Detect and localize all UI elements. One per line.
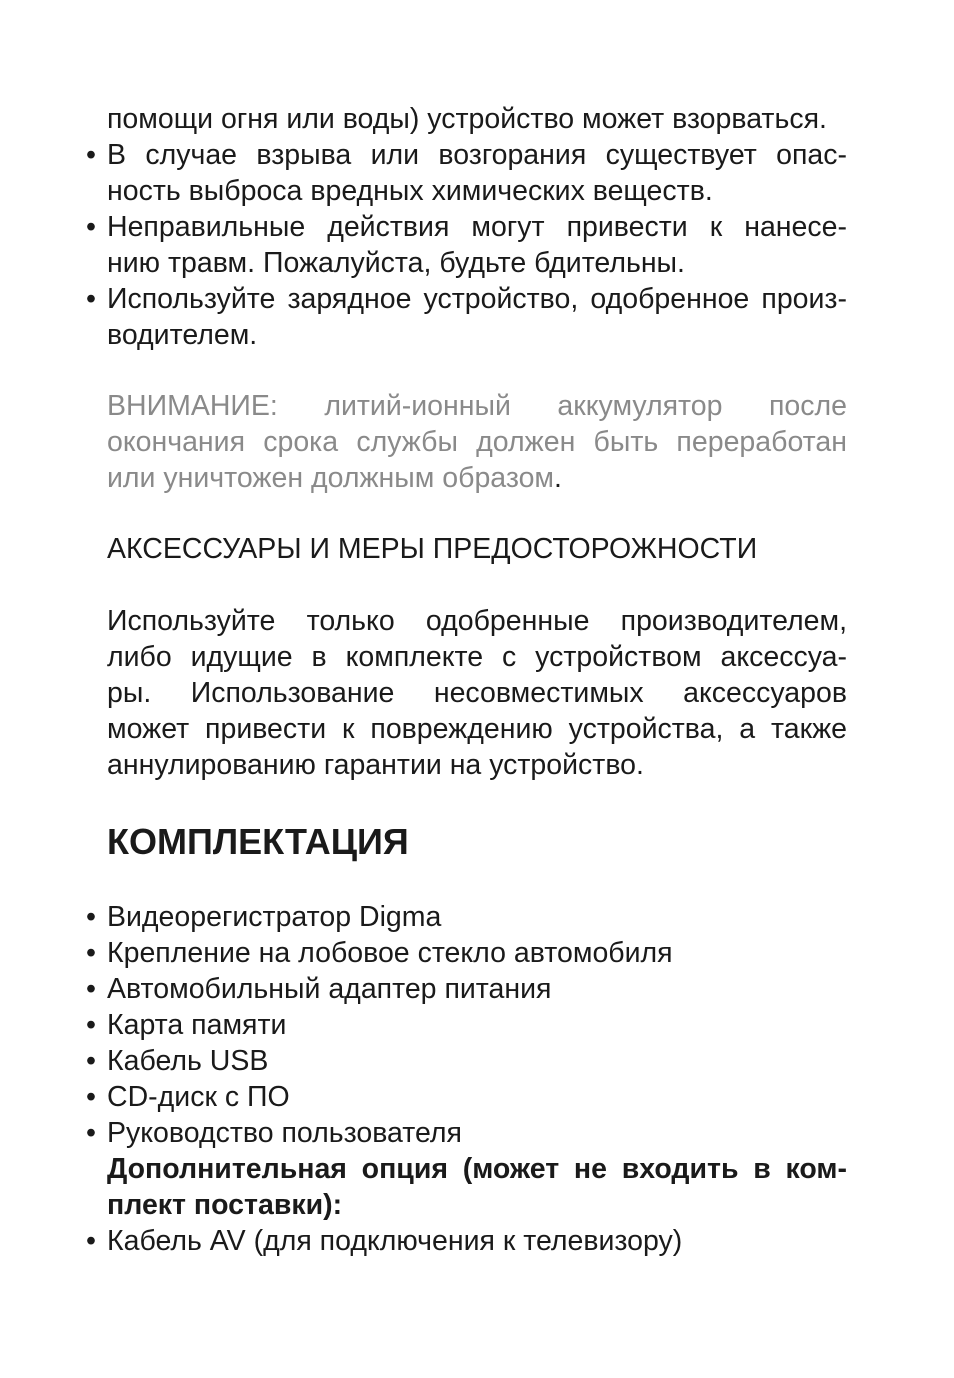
warning-line-3 [107,460,847,496]
accessories-title: АКСЕССУАРЫ И МЕРЫ ПРЕДОСТОРОЖНОСТИ [107,533,758,565]
bullet-icon: • [86,1225,96,1257]
package-item-6: CD-диск с ПО [107,1081,290,1113]
safety-item-3-line-1: Используйте зарядное устройство, одобренное произ- [107,283,847,315]
safety-item-2-line-2: нию травм. Пожалуйста, будьте бдительны. [107,247,685,279]
bullet-icon: • [86,1117,96,1149]
bullet-icon: • [86,1081,96,1113]
bullet-icon: • [86,901,96,933]
package-title: КОМПЛЕКТАЦИЯ [107,821,409,862]
warning-line-3-text: или уничтожен должным образом [107,462,555,494]
bullet-icon: • [86,283,96,315]
safety-line-0: помощи огня или воды) устройство может взорваться. [107,103,827,135]
package-item-2: Крепление на лобовое стекло автомобиля [107,937,673,969]
package-item-3: Автомобильный адаптер питания [107,973,552,1005]
warning-period: . [554,462,562,494]
accessories-line-2: либо идущие в комплекте с устройством аксессуа- [107,641,847,673]
accessories-line-5: аннулированию гарантии на устройство. [107,749,644,781]
optional-item: Кабель AV (для подключения к телевизору) [107,1225,683,1257]
warning-line-1: ВНИМАНИЕ: литий-ионный аккумулятор после [107,390,847,422]
bullet-icon: • [86,139,96,171]
accessories-line-4: может привести к повреждению устройства, а также [107,713,847,745]
accessories-line-1: Используйте только одобренные производителем, [107,605,847,637]
warning-line-2: окончания срока службы должен быть переработан [107,426,847,458]
package-item-5: Кабель USB [107,1045,269,1077]
bullet-icon: • [86,211,96,243]
bullet-icon: • [86,1009,96,1041]
accessories-line-3: ры. Использование несовместимых аксессуаров [107,677,847,709]
safety-item-2-line-1: Неправильные действия могут привести к нанесе- [107,211,847,243]
safety-item-3-line-2: водителем. [107,319,258,351]
bullet-icon: • [86,1045,96,1077]
package-item-4: Карта памяти [107,1009,287,1041]
package-item-7: Руководство пользователя [107,1117,462,1149]
bullet-icon: • [86,937,96,969]
package-item-1: Видеорегистратор Digma [107,901,442,933]
optional-note-line-2: плект поставки): [107,1189,343,1221]
bullet-icon: • [86,973,96,1005]
safety-item-1-line-2: ность выброса вредных химических веществ. [107,175,713,207]
optional-note-line-1: Дополнительная опция (может не входить в ком- [107,1153,847,1185]
safety-item-1-line-1: В случае взрыва или возгорания существует опас- [107,139,847,171]
